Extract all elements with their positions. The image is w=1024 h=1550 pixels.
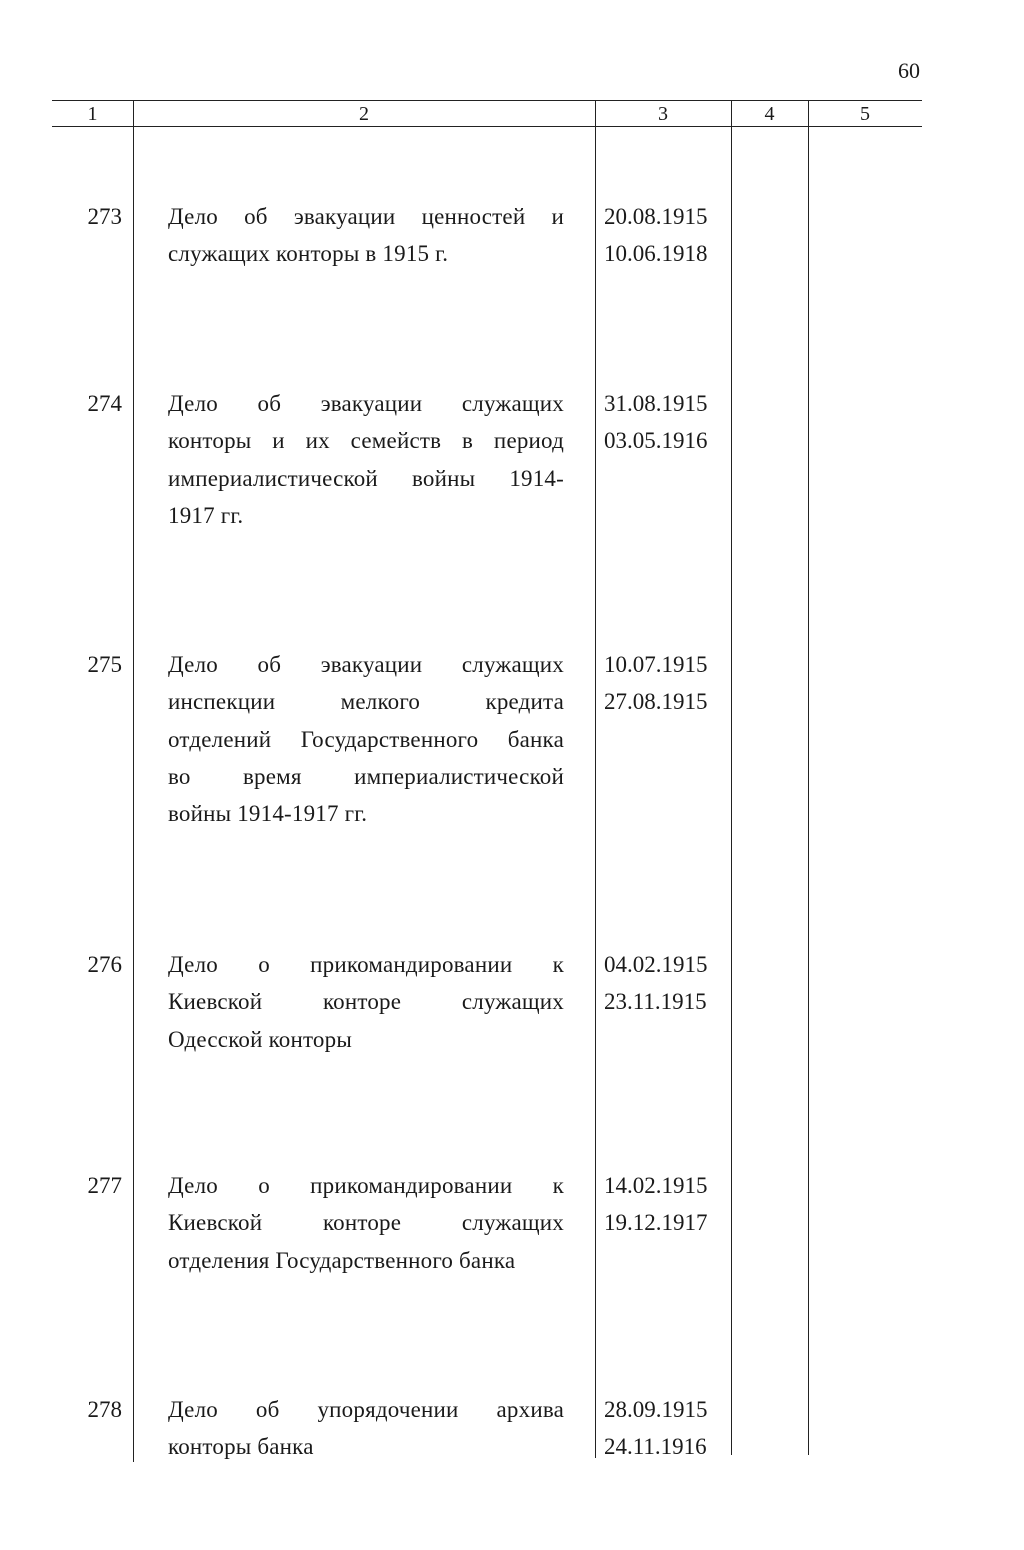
title-line: Дело о прикомандировании к — [168, 1173, 564, 1198]
row-number: 277 — [87, 1173, 122, 1198]
title-line: конторы банка — [168, 1434, 314, 1460]
table-top-rule — [52, 100, 922, 101]
date-start: 04.02.1915 — [604, 952, 708, 977]
date-start: 31.08.1915 — [604, 391, 708, 416]
row-title — [168, 1391, 564, 1466]
column-divider-1-2 — [133, 100, 134, 1462]
table-header-bottom-rule — [52, 126, 922, 127]
row-title — [168, 1167, 564, 1279]
row-number: 275 — [87, 652, 122, 677]
title-line: войны 1914-1917 гг. — [168, 801, 368, 827]
title-line: отделений Государственного банка — [168, 726, 564, 752]
date-start: 20.08.1915 — [604, 204, 708, 229]
date-end: 23.11.1915 — [604, 989, 707, 1015]
row-number: 274 — [87, 391, 122, 416]
title-line: Дело об упорядочении архива — [168, 1397, 564, 1422]
table-header-col-4: 4 — [764, 103, 775, 125]
date-start: 28.09.1915 — [604, 1397, 708, 1422]
table-header-col-2: 2 — [359, 103, 369, 125]
row-dates — [604, 646, 724, 721]
column-divider-3-4 — [731, 100, 732, 1455]
row-number: 278 — [87, 1397, 122, 1422]
table-header-col-1: 1 — [87, 103, 98, 125]
row-title — [168, 646, 564, 832]
title-line: Одесской конторы — [168, 1026, 352, 1052]
date-end: 03.05.1916 — [604, 428, 708, 454]
row-dates — [604, 1391, 724, 1466]
title-line: 1917 гг. — [168, 502, 244, 528]
column-divider-4-5 — [808, 100, 809, 1455]
title-line: отделения Государственного банка — [168, 1247, 516, 1273]
date-end: 19.12.1917 — [604, 1210, 708, 1236]
date-start: 10.07.1915 — [604, 652, 708, 677]
date-start: 14.02.1915 — [604, 1173, 708, 1198]
row-title — [168, 385, 564, 534]
title-line: империалистической войны 1914- — [168, 465, 564, 491]
row-title — [168, 946, 564, 1058]
title-line: Дело об эвакуации служащих — [168, 391, 564, 416]
title-line: во время империалистической — [168, 763, 564, 789]
title-line: служащих конторы в 1915 г. — [168, 241, 449, 267]
title-line: инспекции мелкого кредита — [168, 689, 564, 715]
date-end: 10.06.1918 — [604, 241, 708, 267]
title-line: Киевской конторе служащих — [168, 1210, 564, 1236]
row-number: 276 — [87, 952, 122, 977]
row-dates — [604, 385, 724, 460]
title-line: Дело о прикомандировании к — [168, 952, 564, 977]
row-title — [168, 198, 564, 273]
title-line: конторы и их семейств в период — [168, 428, 564, 454]
table-header-col-5: 5 — [860, 103, 870, 125]
title-line: Дело об эвакуации служащих — [168, 652, 564, 677]
row-dates — [604, 1167, 724, 1242]
date-end: 27.08.1915 — [604, 689, 708, 715]
page-number: 60 — [898, 58, 920, 83]
title-line: Киевской конторе служащих — [168, 989, 564, 1015]
row-dates — [604, 198, 724, 273]
date-end: 24.11.1916 — [604, 1434, 707, 1460]
title-line: Дело об эвакуации ценностей и — [168, 204, 564, 229]
column-divider-2-3 — [595, 100, 596, 1458]
table-header-col-3: 3 — [658, 103, 668, 125]
row-number: 273 — [87, 204, 122, 229]
row-dates — [604, 946, 724, 1021]
